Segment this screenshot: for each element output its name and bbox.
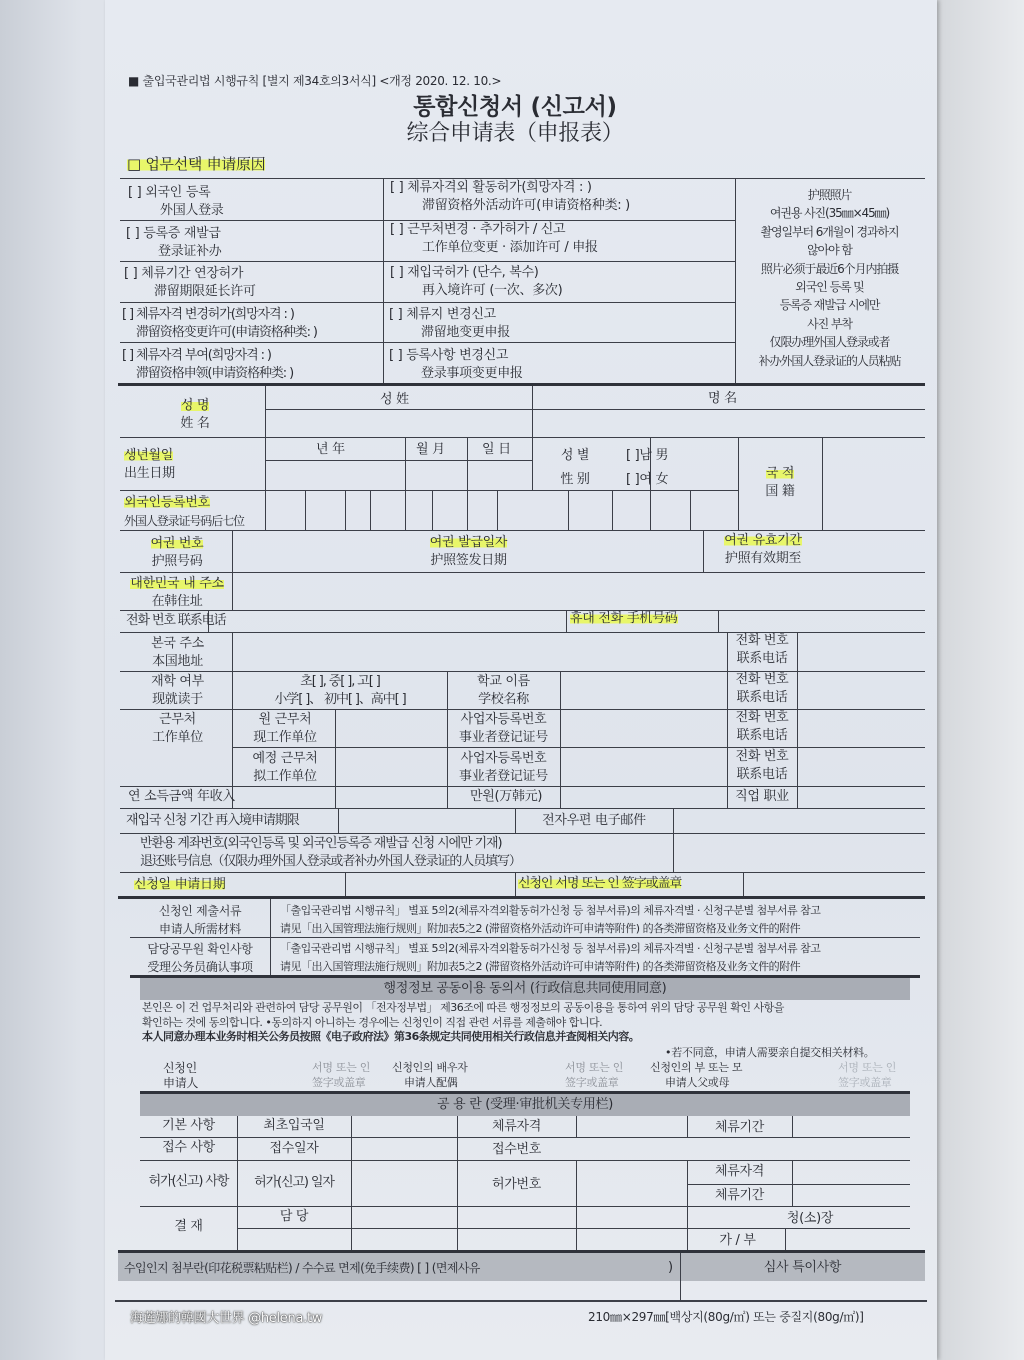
refund-account-label: 반환용 계좌번호(외국인등록 및 외국인등록증 재발급 신청 시에만 기재): [140, 836, 502, 851]
table-rule: [338, 808, 339, 833]
school-tel-label: 전화 번호: [735, 672, 789, 687]
table-rule: [335, 709, 336, 808]
receipt-date-label: 접수일자: [269, 1141, 319, 1156]
year-header: 년 年: [316, 442, 345, 457]
korea-address-field[interactable]: [233, 573, 923, 609]
permit-period-label: 체류기간: [714, 1188, 765, 1203]
checkbox-extension[interactable]: [ ] 체류기간 연장허가 滞留期限延长许可: [124, 266, 256, 299]
table-rule: [576, 1116, 577, 1137]
month-header: 월 月: [416, 442, 445, 457]
table-rule: [120, 671, 925, 672]
table-rule: [120, 302, 735, 303]
future-work-tel-label: 전화 번호: [735, 749, 789, 764]
future-work-label: 예정 근무처: [252, 751, 318, 766]
table-rule: [265, 386, 266, 530]
spouse-sign-field[interactable]: 서명 또는 인 签字或盖章: [565, 1061, 624, 1089]
parent-sign-field[interactable]: 서명 또는 인 签字或盖章: [838, 1061, 897, 1089]
signature-label: 신청인 서명 또는 인 签字或盖章: [518, 876, 682, 891]
table-rule: [120, 610, 925, 611]
checkbox-residence-change[interactable]: [ ] 체류지 변경신고 滞留地变更申报: [389, 307, 510, 340]
table-rule: [120, 786, 925, 787]
table-rule: [687, 1184, 910, 1185]
photo-box[interactable]: 护照照片 여권용 사진(35㎜×45㎜) 촬영일부터 6개월이 경과하지 않아야 함 照片必须于最近6个月内拍摄 외국인 등록 및 등록증 재발급 시에만 사진 부착 仅限办理外国人登录或者 补办外国人登录证的人员粘贴: [758, 188, 901, 368]
sex-label: 성 별: [560, 448, 590, 463]
permit-number-label: 허가번호: [491, 1177, 542, 1192]
review-notes-label: 심사 특이사항: [763, 1260, 842, 1275]
given-name-field[interactable]: [533, 411, 923, 436]
receipt-info-label: 접수 사항: [162, 1140, 215, 1155]
chief-label: 청(소)장: [786, 1211, 834, 1226]
table-rule: [345, 490, 346, 530]
table-rule: [690, 490, 691, 530]
table-rule: [118, 383, 925, 386]
table-rule: [497, 490, 498, 530]
passport-number-field[interactable]: [233, 531, 403, 571]
passport-number-label: 여권 번호: [150, 536, 204, 551]
table-rule: [566, 610, 567, 632]
nationality-field[interactable]: [823, 438, 923, 529]
current-work-label: 원 근무처: [258, 712, 312, 727]
table-rule: [792, 1160, 793, 1206]
stamp-close-paren: ): [668, 1260, 673, 1275]
applicant-sign-field[interactable]: 서명 또는 인 签字或盖章: [312, 1061, 371, 1089]
table-rule: [265, 460, 532, 461]
form-title-zh: 综合申请表（申报表）: [406, 121, 624, 146]
permit-status-label: 체류자격: [714, 1164, 765, 1179]
section-reason-label: □ 업무선택 申请原因: [127, 155, 266, 173]
official-check-text: 「출입국관리법 시행규칙」 별표 5의2(체류자격외활동허가신청 등 첨부서류)의 체류자격별 · 신청구분별 첨부서류 참고: [280, 942, 821, 955]
table-rule: [265, 409, 925, 410]
first-entry-label: 최초입국일: [263, 1118, 325, 1133]
spouse-label: 신청인의 배우자: [392, 1061, 468, 1074]
table-rule: [797, 632, 798, 808]
table-rule: [120, 833, 925, 834]
income-unit: 만원(万韩元): [470, 789, 543, 804]
checkbox-card-reissue[interactable]: [ ] 등록증 재발급 登录证补办: [126, 226, 222, 259]
checkbox-alien-registration[interactable]: [ ] 외국인 등록 外国人登录: [128, 185, 224, 218]
checkbox-info-change[interactable]: [ ] 등록사항 변경신고 登录事项变更申报: [389, 348, 523, 381]
name-label: 성 명: [180, 398, 210, 413]
table-rule: [576, 1160, 577, 1251]
table-rule: [718, 610, 719, 632]
apply-date-field[interactable]: [346, 873, 514, 895]
workplace-label: 근무처: [159, 712, 196, 727]
table-rule: [120, 261, 735, 262]
official-check-label: 담당공무원 확인사항: [147, 942, 253, 956]
current-biz-no-label: 사업자등록번호: [460, 712, 547, 727]
table-rule: [120, 709, 925, 710]
checkbox-extra-activity[interactable]: [ ] 체류자격외 활동허가(희망자격 : ) 滞留资格外活动许可(申请资格种类: ): [390, 180, 630, 213]
table-rule: [120, 632, 925, 633]
parent-label: 신청인의 부 또는 모: [650, 1061, 743, 1074]
receipt-number-label: 접수번호: [491, 1142, 542, 1157]
school-label: 재학 여부: [151, 674, 204, 689]
mobile-label: 휴대 전화 手机号码: [570, 611, 678, 626]
table-rule: [120, 342, 735, 343]
current-work-tel-label: 전화 번호: [735, 710, 789, 725]
official-use-title: 공 용 란 (受理·审批机关专用栏): [437, 1097, 613, 1112]
email-label: 전자우편 电子邮件: [542, 813, 646, 828]
period-label: 체류기간: [714, 1120, 765, 1135]
table-rule: [120, 437, 925, 438]
checkbox-reentry[interactable]: [ ] 재입국허가 (단수, 복수) 再入境许可 (一次、多次): [390, 265, 563, 298]
table-rule: [351, 1116, 352, 1251]
consent-note: •若不同意，申请人需要亲自提交相关材料。: [665, 1046, 875, 1059]
table-rule: [735, 178, 736, 385]
regulation-reference: ■ 출입국관리법 시행규칙 [별지 제34호의3서식] <개정 2020. 12. 10.>: [128, 74, 502, 88]
table-rule: [120, 808, 925, 809]
day-header: 일 日: [482, 442, 511, 457]
table-rule: [792, 1116, 793, 1137]
applicant-documents-text: 「출입국관리법 시행규칙」 별표 5의2(체류자격외활동허가신청 등 첨부서류)의 체류자격별 · 신청구분별 첨부서류 참고: [280, 904, 821, 917]
in-charge-label: 담 당: [279, 1209, 309, 1224]
given-name-header: 명 名: [708, 391, 737, 406]
school-name-label: 학교 이름: [477, 674, 530, 689]
nationality-label: 국 적: [765, 466, 795, 481]
consent-text: 본인은 이 건 업무처리와 관련하여 담당 공무원이 「전자정부법」 제36조에 따른 행정정보의 공동이용을 통하여 위의 담당 공무원 확인 사항을: [142, 1001, 784, 1014]
table-rule: [383, 178, 384, 385]
table-rule: [140, 1137, 910, 1138]
table-rule: [405, 437, 406, 530]
school-options[interactable]: 초[ ], 중[ ], 고[ ]: [300, 674, 380, 689]
table-rule: [140, 1206, 910, 1207]
female-checkbox[interactable]: [ ]여 女: [626, 472, 669, 487]
alien-number-label: 외국인등록번호: [124, 495, 210, 510]
income-label: 연 소득금액 年收入: [128, 789, 236, 804]
table-rule: [568, 490, 569, 530]
table-rule: [612, 490, 613, 530]
table-rule: [467, 437, 468, 530]
surname-field[interactable]: [266, 411, 531, 436]
table-rule: [560, 671, 561, 808]
apply-date-label: 신청일 申请日期: [134, 877, 226, 892]
home-address-label: 본국 주소: [151, 636, 204, 651]
table-rule: [785, 1228, 786, 1251]
stamp-attachment-label: 수입인지 첨부란(印花税票粘贴栏) / 수수료 면제(免手续费) [ ] (면제사유: [124, 1261, 480, 1275]
permit-info-label: 허가(신고) 사항: [148, 1174, 229, 1189]
basic-info-label: 기본 사항: [162, 1118, 215, 1133]
table-rule: [232, 632, 233, 808]
table-rule: [115, 1300, 927, 1302]
paper-spec-footer: 210㎜×297㎜[백상지(80g/㎡) 또는 중질지(80g/㎡)]: [588, 1310, 864, 1324]
checkbox-status-grant[interactable]: [ ] 체류자격 부여(희망자격 : ) 滞留资格申领(申请资格种类: ): [122, 348, 294, 381]
consent-applicant-label: 신청인: [163, 1061, 197, 1075]
checkbox-workplace-change[interactable]: [ ] 근무처변경 · 추가허가 / 신고 工作单位变更 · 添加许可 / 申报: [390, 222, 598, 255]
table-rule: [118, 896, 925, 899]
surname-header: 성 姓: [380, 392, 409, 407]
approve-reject-label: 가 / 부: [719, 1233, 756, 1248]
table-rule: [673, 808, 674, 872]
table-rule: [532, 386, 533, 490]
table-rule: [232, 747, 925, 748]
background-paper: [935, 0, 1024, 1360]
table-rule: [370, 490, 371, 530]
passport-issue-label: 여권 발급일자: [429, 535, 508, 550]
male-checkbox[interactable]: [ ]남 男: [626, 448, 669, 463]
future-biz-no-label: 사업자등록번호: [460, 751, 547, 766]
reentry-period-label: 재입국 신청 기간 再入境申请期限: [126, 813, 299, 828]
signature-field[interactable]: [744, 873, 924, 895]
passport-expiry-label: 여권 유효기간: [724, 533, 802, 548]
table-rule: [305, 490, 306, 530]
phone-label: 전화 번호 联系电话: [126, 613, 226, 628]
watermark-handle: @helena.tw: [248, 1311, 323, 1326]
table-rule: [237, 1228, 910, 1229]
job-label: 직업 职业: [735, 789, 789, 804]
permit-date-label: 허가(신고) 일자: [254, 1175, 334, 1190]
table-rule: [432, 490, 433, 530]
home-tel-label: 전화 번호: [735, 633, 789, 648]
form-title-ko: 통합신청서 (신고서): [413, 94, 617, 120]
status-label: 체류자격: [491, 1119, 542, 1134]
table-rule: [515, 872, 516, 897]
korea-address-label: 대한민국 내 주소: [130, 576, 224, 591]
watermark-text: 海莲娜的韓國大世界: [130, 1311, 245, 1326]
table-rule: [738, 437, 739, 530]
consent-title: 행정정보 공동이용 동의서 (行政信息共同使用同意): [383, 981, 667, 996]
checkbox-status-change[interactable]: [ ] 체류자격 변경허가(희망자격 : ) 滞留资格变更许可(申请资格种类: ): [122, 307, 317, 340]
approval-label: 결 재: [174, 1219, 203, 1234]
birth-label: 생년월일: [124, 448, 174, 463]
applicant-documents-label: 신청인 제출서류: [158, 904, 242, 918]
table-rule: [140, 1160, 910, 1161]
